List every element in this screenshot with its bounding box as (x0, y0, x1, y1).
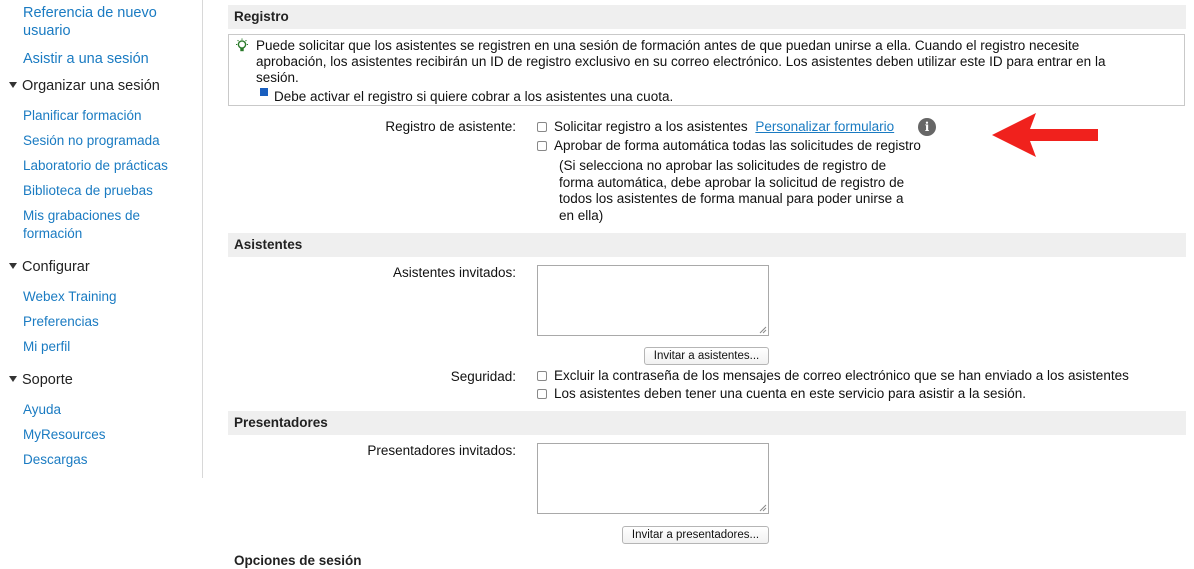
sidebar-item-help[interactable]: Ayuda (23, 402, 62, 417)
sidebar-section-title: Organizar una sesión (22, 78, 160, 94)
new-user-reference-line2: usuario (23, 23, 71, 39)
sidebar-item-plan-training[interactable]: Planificar formación (23, 108, 142, 123)
presenters-section-header: Presentadores (228, 411, 1186, 435)
sidebar-item-unscheduled-session[interactable]: Sesión no programada (23, 133, 160, 148)
sidebar-item-practice-lab[interactable]: Laboratorio de prácticas (23, 158, 168, 173)
require-account-label: Los asistentes deben tener una cuenta en este servicio para asistir a la sesión. (554, 386, 1027, 401)
collapse-triangle-icon (9, 82, 17, 88)
invite-presenters-button[interactable]: Invitar a presentadores... (622, 526, 769, 544)
exclude-password-label: Excluir la contraseña de los mensajes de correo electrónico que se han enviado a los asistentes (554, 368, 1129, 383)
info-line: aprobación, los asistentes recibirán un ID de registro exclusivo en su correo electrónico. Los asistentes deben utilizar este ID para entrar en la (256, 54, 1106, 69)
attendee-registration-label: Registro de asistente: (385, 119, 516, 134)
red-arrow-annotation (990, 112, 1100, 158)
invited-attendees-label: Asistentes invitados: (392, 265, 516, 280)
info-icon[interactable]: i (918, 118, 936, 136)
next-section-header-partial: Opciones de sesión (234, 553, 362, 568)
attendees-section-header: Asistentes (228, 233, 1186, 257)
sidebar-section-support[interactable] (9, 371, 73, 389)
resize-grip-icon[interactable] (759, 504, 767, 512)
collapse-triangle-icon (9, 263, 17, 269)
attend-session-link[interactable]: Asistir a una sesión (23, 51, 149, 67)
sidebar-section-title: Soporte (22, 372, 73, 388)
sidebar (0, 0, 203, 478)
customize-form-link[interactable]: Personalizar formulario (755, 119, 895, 134)
registration-info-text (256, 38, 1161, 86)
sidebar-item-my-recordings[interactable] (23, 207, 140, 243)
invite-attendees-button[interactable]: Invitar a asistentes... (644, 347, 769, 365)
registration-info-box (228, 34, 1185, 106)
require-account-checkbox[interactable] (537, 389, 547, 399)
note-text: Debe activar el registro si quiere cobrar a los asistentes una cuota. (274, 89, 674, 104)
exclude-password-checkbox[interactable] (537, 371, 547, 381)
sidebar-section-organize[interactable] (9, 77, 160, 95)
bullet-square-icon (260, 88, 268, 96)
sidebar-section-title: Configurar (22, 259, 90, 275)
info-line: Puede solicitar que los asistentes se registren en una sesión de formación antes de que puedan unirse a ella. Cuando el registro necesite (256, 38, 1080, 53)
new-user-reference-link[interactable] (23, 4, 157, 40)
resize-grip-icon[interactable] (759, 326, 767, 334)
sidebar-item-preferences[interactable]: Preferencias (23, 314, 99, 329)
registration-section-header: Registro (228, 5, 1186, 29)
require-registration-checkbox[interactable] (537, 122, 547, 132)
new-user-reference-line1: Referencia de nuevo (23, 5, 157, 21)
registration-fee-note (260, 88, 673, 105)
sidebar-section-configure[interactable] (9, 258, 90, 276)
auto-approve-label: Aprobar de forma automática todas las solicitudes de registro (554, 138, 921, 153)
info-line: sesión. (256, 70, 299, 85)
security-label: Seguridad: (450, 369, 516, 384)
explanation-line: todos los asistentes de forma manual para poder unirse a (559, 191, 904, 206)
require-registration-label: Solicitar registro a los asistentes (554, 119, 748, 134)
recordings-line2: formación (23, 226, 83, 241)
auto-approve-row (537, 137, 921, 155)
auto-approve-checkbox[interactable] (537, 141, 547, 151)
require-registration-row (537, 118, 894, 136)
invited-presenters-label: Presentadores invitados: (367, 443, 516, 458)
sidebar-item-my-profile[interactable]: Mi perfil (23, 339, 71, 354)
explanation-line: (Si selecciona no aprobar las solicitudes de registro de (559, 158, 887, 173)
sidebar-item-webex-training[interactable]: Webex Training (23, 289, 117, 304)
lightbulb-icon (234, 38, 250, 54)
sidebar-item-myresources[interactable]: MyResources (23, 427, 106, 442)
exclude-password-row (537, 367, 1129, 385)
auto-approve-explanation (559, 158, 939, 224)
explanation-line: forma automática, debe aprobar la solicitud de registro de (559, 174, 905, 190)
invited-presenters-textarea[interactable] (537, 443, 769, 514)
sidebar-item-test-library[interactable]: Biblioteca de pruebas (23, 183, 153, 198)
sidebar-item-downloads[interactable]: Descargas (23, 452, 88, 467)
recordings-line1: Mis grabaciones de (23, 208, 141, 223)
explanation-line: en ella) (559, 207, 604, 223)
require-account-row (537, 385, 1026, 403)
collapse-triangle-icon (9, 376, 17, 382)
invited-attendees-textarea[interactable] (537, 265, 769, 336)
